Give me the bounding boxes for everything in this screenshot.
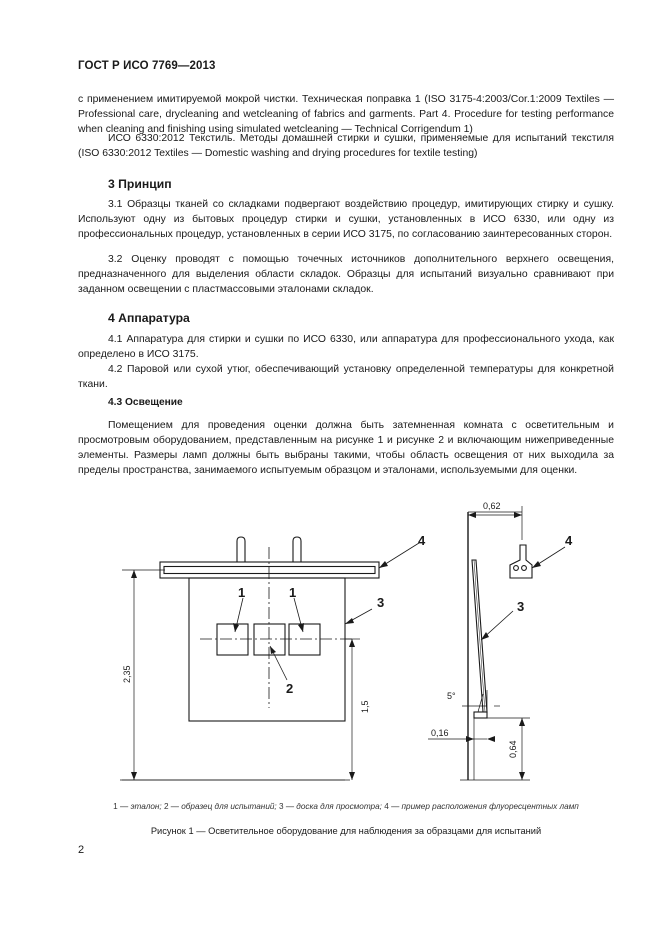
dim-1-5-text: 1,5	[360, 700, 370, 713]
reference-paragraph-iso6330: ИСО 6330:2012 Текстиль. Методы домашней стирки и сушки, применяемые для испытаний текстиля (ISO 6330:2012 Textiles — Domestic washing and drying procedures for textile testing)	[78, 133, 614, 159]
legend-text-1: эталон;	[130, 802, 162, 811]
page-number: 2	[78, 844, 85, 856]
legend-num-4: 4	[384, 802, 389, 811]
standard-right	[289, 624, 320, 655]
label-1-left: 1	[238, 585, 246, 600]
label-side-4: 4	[565, 533, 573, 548]
specimen	[254, 624, 285, 655]
lamp-tube	[164, 567, 375, 574]
label-3: 3	[377, 595, 385, 610]
section-4-3-title: 4.3 Освещение	[108, 397, 183, 408]
label-4: 4	[418, 533, 426, 548]
viewing-board	[189, 578, 345, 721]
section-3-title: 3 Принцип	[108, 177, 172, 191]
legend-text-3: доска для просмотра;	[296, 802, 382, 811]
dim-0-62-text: 0,62	[483, 501, 501, 511]
dim-2-35-text: 2,35	[122, 665, 132, 683]
dim-0-16-text: 0,16	[431, 728, 449, 738]
lamp-housing	[160, 562, 379, 578]
document-header: ГОСТ Р ИСО 7769—2013	[78, 60, 216, 72]
section-3-1-paragraph: 3.1 Образцы тканей со складками подвергают воздействию процедур, имитирующих стирку и сушку. Используют одну из бытовых процедур стирки и сушки, установленных в ИСО 6330, или одну из профессиональных процедур, установленных в серии ИСО 3175, по согласованию заинтересованных сторон.	[78, 199, 614, 240]
legend-text-2: образец для испытаний;	[181, 802, 277, 811]
standard-left	[217, 624, 248, 655]
lamp-hook-left	[237, 537, 245, 562]
figure-legend: 1 — эталон; 2 — образец для испытаний; 3 — доска для просмотра; 4 — пример расположения флуоресцентных ламп	[113, 802, 579, 811]
section-3-2-paragraph: 3.2 Оценку проводят с помощью точечных источников дополнительного верхнего освещения, предназначенного для выделения области складок. Образцы для испытаний визуально сравнивают при заданном освещении с пластмассовыми эталонами складок.	[78, 254, 614, 295]
lamp-side-profile	[510, 545, 532, 578]
lamp-hook-right	[293, 537, 301, 562]
label-2: 2	[286, 681, 294, 696]
legend-num-2: 2	[163, 802, 169, 811]
reference-paragraph-iso3175: с применением имитируемой мокрой чистки. Техническая поправка 1 (ISO 3175-4:2003/Cor.1:2009 Textiles — Professional care, drycleaning and wetcleaning of fabrics and garments. Part 4. Procedure for testing performance when cleaning and finishing using simulated wetcleaning — Technical Corrigendum 1)	[78, 94, 614, 135]
dim-angle-text: 5°	[447, 691, 456, 701]
section-4-1-paragraph: 4.1 Аппаратура для стирки и сушки по ИСО 6330, или аппаратура для профессионального ухода, как определено в ИСО 3175.	[78, 334, 614, 360]
label-side-3: 3	[517, 599, 525, 614]
figure-caption: Рисунок 1 — Осветительное оборудование для наблюдения за образцами для испытаний	[150, 826, 542, 836]
label-1-right: 1	[289, 585, 297, 600]
board-base	[474, 712, 487, 718]
dim-0-64-text: 0,64	[508, 740, 518, 758]
section-4-title: 4 Аппаратура	[108, 311, 190, 325]
legend-text-4: пример расположения флуоресцентных ламп	[401, 802, 579, 811]
legend-num-1: 1	[113, 802, 118, 811]
section-4-2-paragraph: 4.2 Паровой или сухой утюг, обеспечивающий установку определенной температуры для конкретной ткани.	[78, 364, 614, 390]
legend-num-3: 3	[278, 802, 284, 811]
section-4-3-paragraph: Помещением для проведения оценки должна быть затемненная комната с осветительным и просмотровым оборудованием, представленным на рисунке 1 и рисунке 2 и включающим нижеприведенные элементы. Размеры ламп должны быть выбраны такими, чтобы область освещения от них выходила за пределы пространства, занимаемого испытуемым образцом и эталонами, используемыми для оценки.	[78, 420, 614, 476]
